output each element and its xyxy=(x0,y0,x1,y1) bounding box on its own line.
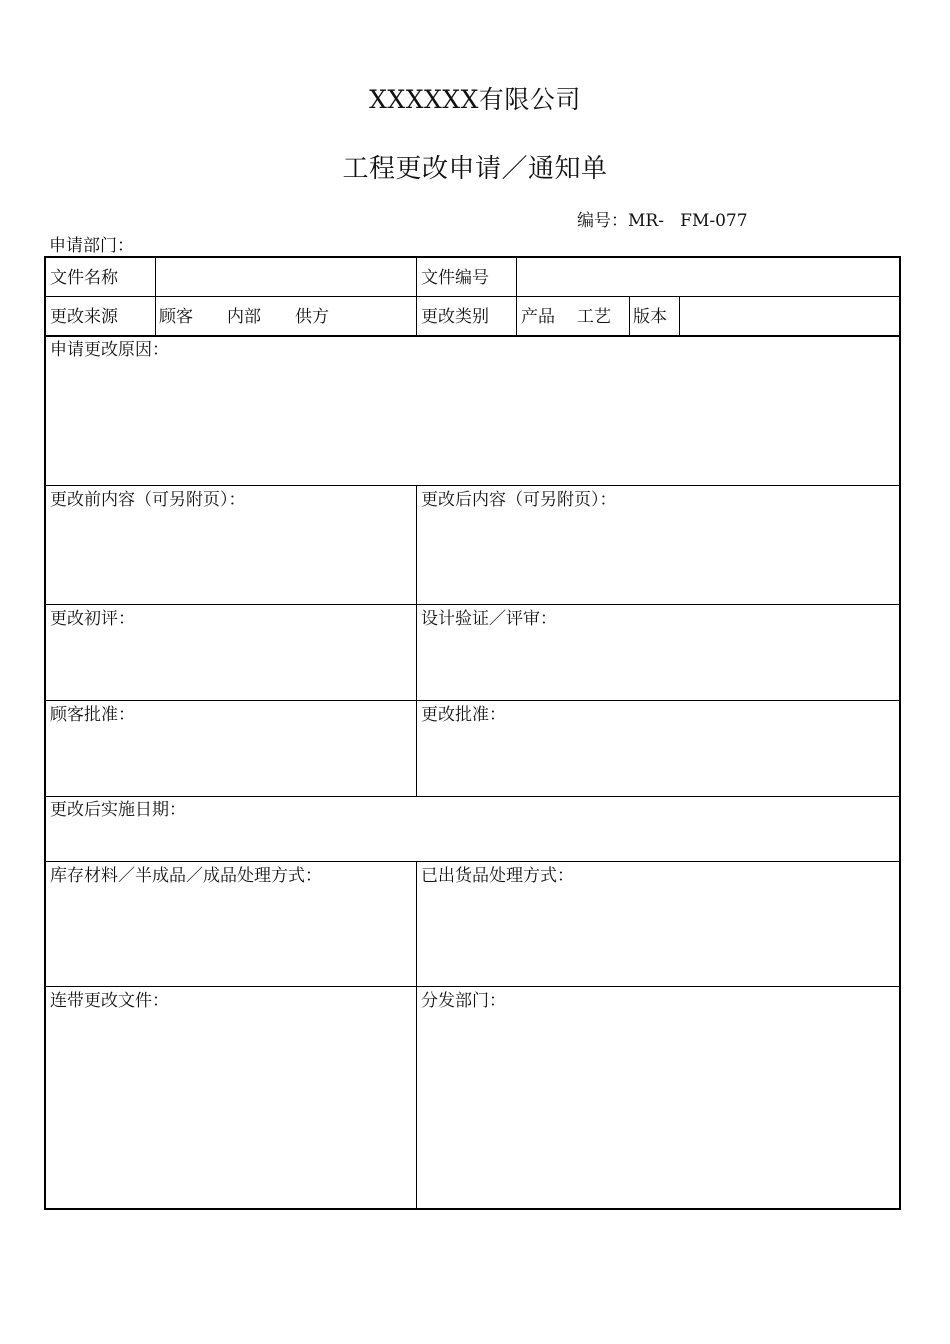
rule-col-c xyxy=(516,258,517,336)
change-category-options xyxy=(521,306,611,328)
change-reason-label: 申请更改原因： xyxy=(50,340,169,360)
rule-reason xyxy=(46,485,899,486)
rule-row1 xyxy=(46,296,899,297)
doc-number-label: 文件编号 xyxy=(421,268,489,288)
rule-review xyxy=(46,700,899,701)
change-category-label: 更改类别 xyxy=(421,307,489,327)
change-request-form xyxy=(44,256,901,1210)
source-option-internal[interactable]: 内部 xyxy=(227,307,261,327)
rule-col-d xyxy=(629,296,630,336)
content-before-label: 更改前内容（可另附页）： xyxy=(50,490,246,510)
design-review-label: 设计验证／评审： xyxy=(421,609,557,629)
rule-col-e xyxy=(679,296,680,336)
rule-row2 xyxy=(46,335,899,337)
doc-name-label: 文件名称 xyxy=(50,268,118,288)
rule-col-a xyxy=(155,258,156,336)
category-option-process[interactable]: 工艺 xyxy=(577,307,611,327)
change-approval-label: 更改批准： xyxy=(421,705,506,725)
implementation-date-label: 更改后实施日期： xyxy=(50,800,186,820)
rule-col-b xyxy=(416,258,417,336)
linked-documents-label: 连带更改文件： xyxy=(50,991,169,1011)
company-name: XXXXXX有限公司 xyxy=(369,85,581,114)
initial-review-label: 更改初评： xyxy=(50,609,135,629)
shipped-goods-disposition-label: 已出货品处理方式： xyxy=(421,866,574,886)
change-source-label: 更改来源 xyxy=(50,307,118,327)
rule-disposition xyxy=(46,986,899,987)
content-after-label: 更改后内容（可另附页）： xyxy=(421,490,617,510)
customer-approval-label: 顾客批准： xyxy=(50,705,135,725)
applying-department-label: 申请部门： xyxy=(49,236,134,256)
rule-before-after xyxy=(46,604,899,605)
form-title: 工程更改申请／通知单 xyxy=(342,154,608,184)
form-code: 编号：MR- FM-077 xyxy=(577,211,748,231)
rule-split-upper xyxy=(416,485,417,796)
change-source-options xyxy=(159,306,329,328)
inventory-disposition-label: 库存材料／半成品／成品处理方式： xyxy=(50,866,322,886)
source-option-customer[interactable]: 顾客 xyxy=(159,307,193,327)
source-option-supplier[interactable]: 供方 xyxy=(295,307,329,327)
distribution-departments-label: 分发部门： xyxy=(421,991,506,1011)
version-label: 版本 xyxy=(633,307,667,327)
rule-split-lower xyxy=(416,861,417,1208)
rule-impl-date xyxy=(46,861,899,862)
category-option-product[interactable]: 产品 xyxy=(521,307,555,327)
rule-approval xyxy=(46,796,899,797)
